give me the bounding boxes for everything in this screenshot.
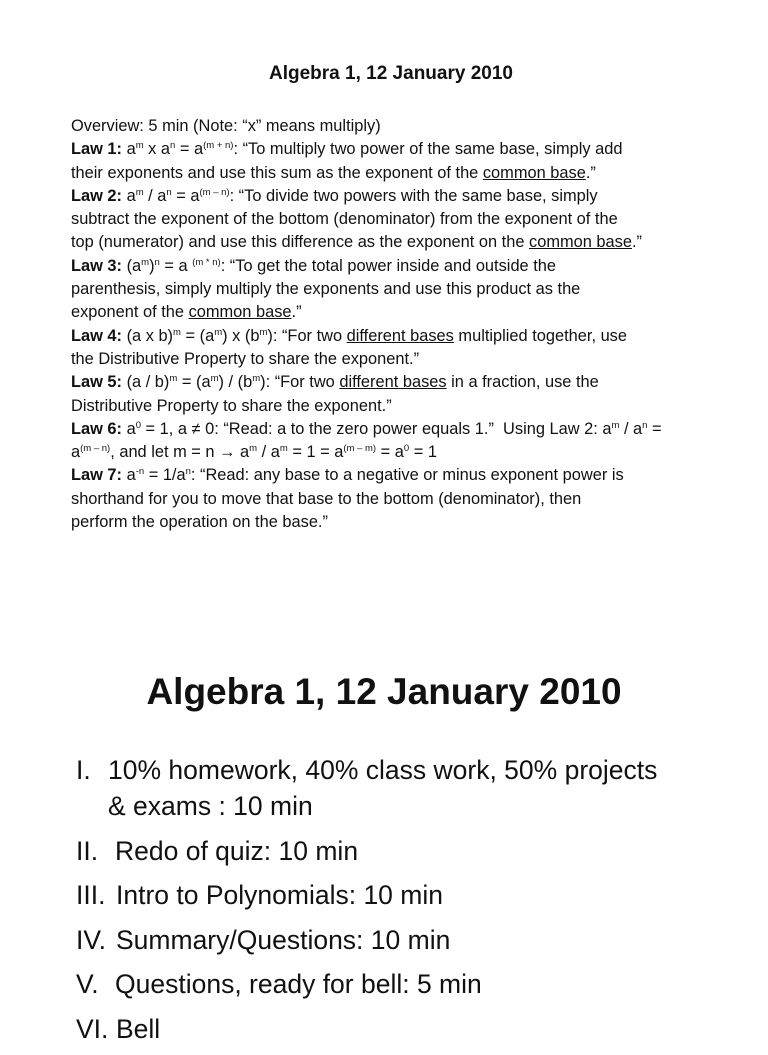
law-3-line-1: Law 3: $(a^m)^n = a$ $^{(m * n)}$: “To get the total power inside and outside the bbox=[71, 256, 557, 275]
agenda-item-number: III. bbox=[76, 880, 106, 910]
agenda-item-text: Redo of quiz: 10 min bbox=[115, 835, 359, 866]
agenda-item-4 bbox=[0, 922, 708, 958]
agenda-item-text: Bell bbox=[116, 1013, 161, 1044]
law-2-label: Law 2: bbox=[71, 186, 123, 205]
law-4-line-2: the Distributive Property to share the exponent.” bbox=[71, 349, 420, 368]
notes-title: Algebra 1, 12 January 2010 bbox=[269, 63, 513, 84]
law-2-line-2: subtract the exponent of the bottom (denominator) from the exponent of the bbox=[71, 210, 618, 229]
law-1-line-1: Law 1: $a^m$ x $a^n = a^{(m + n)}$: “To multiply two power of the same base, simply add bbox=[71, 140, 623, 159]
law-3-line-2: parenthesis, simply multiply the exponents and use this product as the bbox=[71, 280, 581, 299]
agenda-item-1 bbox=[0, 752, 708, 824]
law-6-line-2: $a^{(m - n)}$, and let $m = n \to a^m / a^m = 1 = a^{(m - m)} = a^0 = 1$ bbox=[71, 443, 437, 462]
agenda-item-5 bbox=[0, 966, 708, 1002]
agenda-item-number: I. bbox=[76, 755, 91, 785]
agenda-item-6 bbox=[0, 1011, 708, 1047]
law-4-line-1: Law 4: (a x $b)^m = (a^m)$ x $(b^m)$: “For two different bases multiplied together, use bbox=[71, 326, 627, 345]
agenda-item-2 bbox=[0, 833, 708, 869]
law-1-label: Law 1: bbox=[71, 140, 123, 159]
law-3-label: Law 3: bbox=[71, 256, 123, 275]
agenda-item-text: Questions, ready for bell: 5 min bbox=[115, 969, 482, 999]
agenda-item-3 bbox=[0, 877, 708, 913]
notes-body bbox=[71, 115, 711, 534]
agenda-item-number: V. bbox=[76, 969, 99, 999]
law-5-line-2: Distributive Property to share the exponent.” bbox=[71, 396, 392, 415]
law-2-line-3: top (numerator) and use this difference as the exponent on the common base.” bbox=[71, 233, 642, 252]
law-6-label: Law 6: bbox=[71, 419, 123, 438]
law-1-line-2: their exponents and use this sum as the exponent of the common base.” bbox=[71, 163, 596, 182]
agenda-item-number: VI. bbox=[76, 1013, 109, 1044]
law-6-line-1: Law 6: $a^0 = 1$, a ≠ 0: “Read: a to the zero power equals 1.” Using Law 2: $a^m / a^n$ = bbox=[71, 419, 662, 438]
law-7-line-3: perform the operation on the base.” bbox=[71, 513, 328, 532]
law-5-label: Law 5: bbox=[71, 373, 123, 392]
agenda-item-text: Intro to Polynomials: 10 min bbox=[116, 880, 443, 910]
law-7-line-1: Law 7: $a^{-n} = 1/a^n$: “Read: any base to a negative or minus exponent power is bbox=[71, 466, 624, 485]
law-3-line-3: exponent of the common base.” bbox=[71, 303, 302, 322]
slide bbox=[0, 668, 768, 1055]
notes-page bbox=[71, 62, 711, 534]
law-5-line-1: Law 5: $(a / b)^m = (a^m) / (b^m)$: “For two different bases in a fraction, use the bbox=[71, 373, 599, 392]
law-2-line-1: Law 2: $a^m / a^n = a^{(m - n)}$: “To divide two powers with the same base, simply bbox=[71, 186, 598, 205]
law-4-label: Law 4: bbox=[71, 326, 123, 345]
agenda-item-number: II. bbox=[76, 835, 99, 866]
overview-line: Overview: 5 min (Note: “x” means multiply) bbox=[71, 117, 381, 135]
agenda-item-continuation: & exams : 10 min bbox=[108, 791, 313, 821]
agenda-item-text: 10% homework, 40% class work, 50% projects bbox=[108, 755, 658, 785]
agenda-list bbox=[0, 752, 768, 1047]
law-7-label: Law 7: bbox=[71, 466, 123, 485]
slide-title: Algebra 1, 12 January 2010 bbox=[146, 671, 622, 712]
agenda-item-text: Summary/Questions: 10 min bbox=[116, 924, 451, 955]
agenda-item-number: IV. bbox=[76, 924, 106, 955]
law-7-line-2: shorthand for you to move that base to the bottom (denominator), then bbox=[71, 489, 582, 508]
